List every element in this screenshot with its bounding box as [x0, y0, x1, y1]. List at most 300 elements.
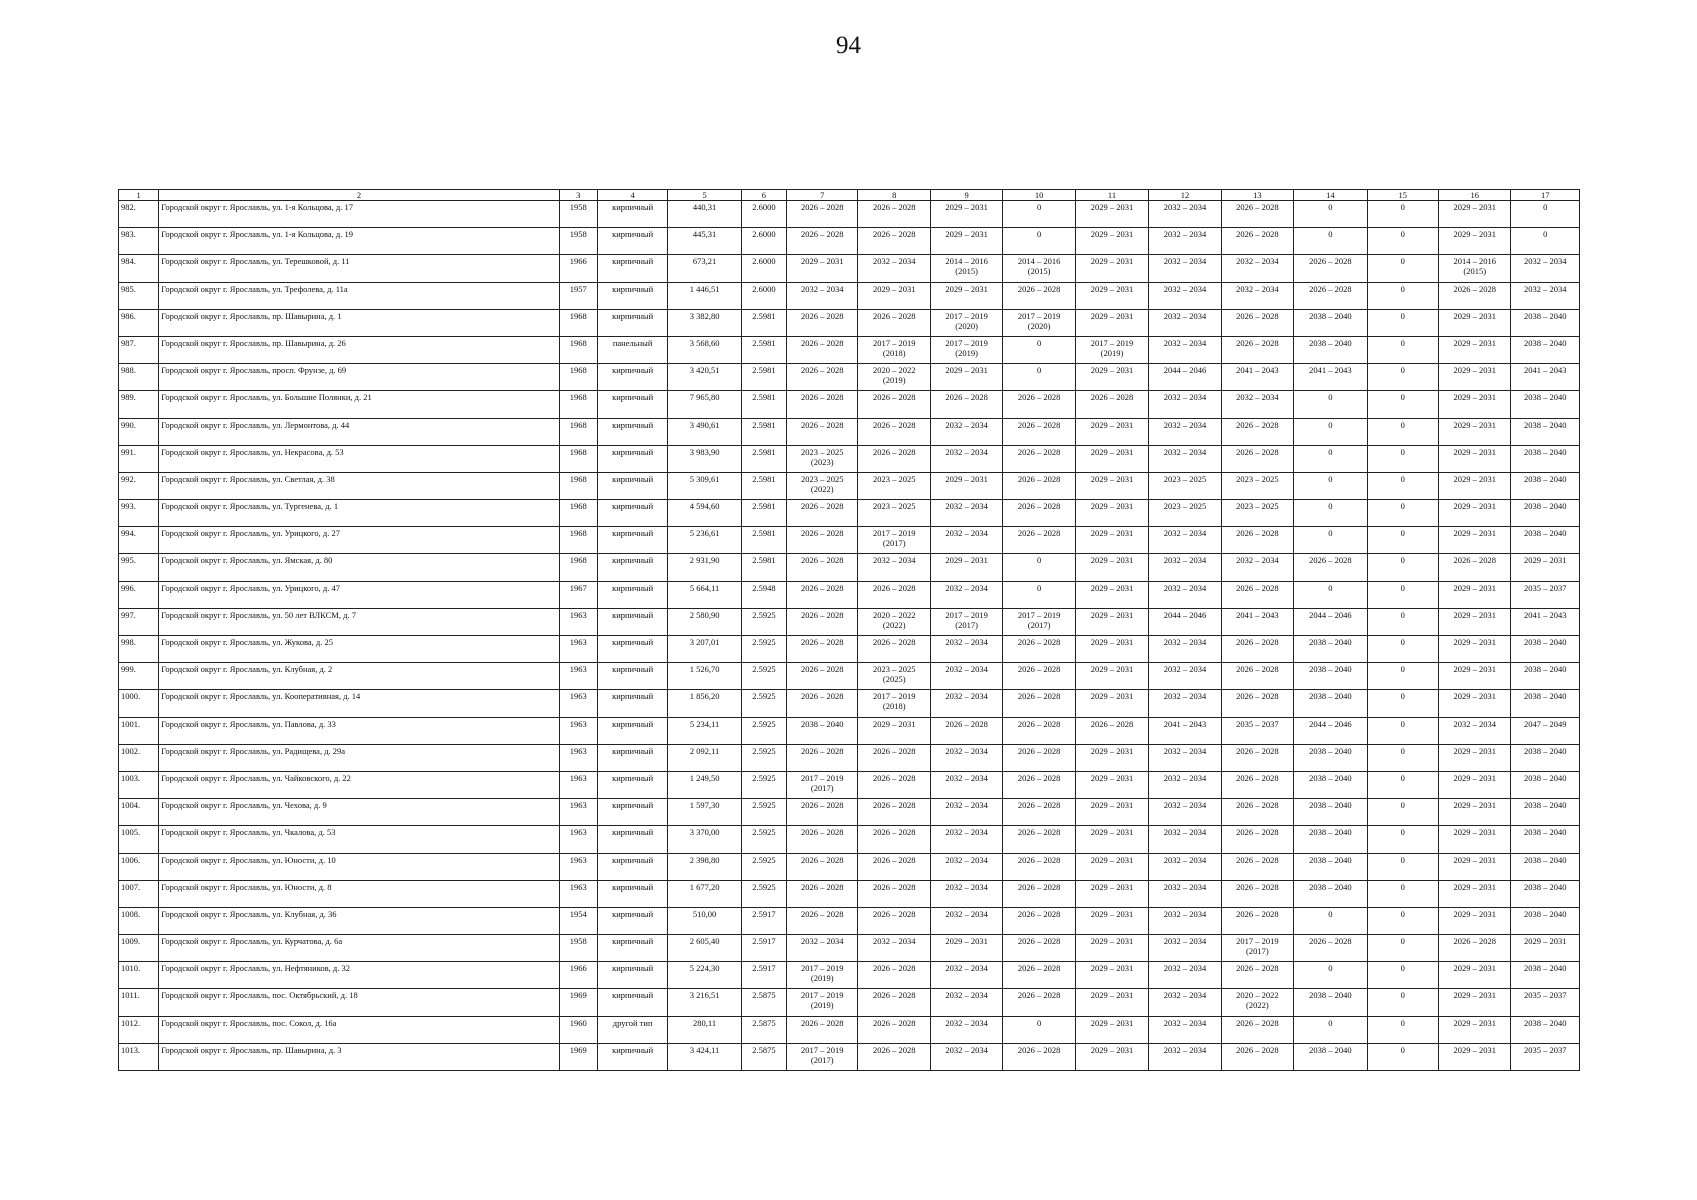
table-cell-col-7: 2026 – 2028	[787, 663, 858, 690]
table-cell-col-8: 2032 – 2034	[858, 554, 930, 581]
table-cell-col-14: 2038 – 2040	[1294, 880, 1367, 907]
table-cell-col-9: 2032 – 2034	[930, 744, 1002, 771]
table-cell-col-14: 0	[1294, 907, 1367, 934]
table-cell-col-3: 1963	[559, 826, 597, 853]
table-cell-col-17: 2038 – 2040	[1511, 799, 1580, 826]
table-cell-col-5: 3 382,80	[668, 309, 741, 336]
table-cell-col-16: 2029 – 2031	[1438, 228, 1510, 255]
table-cell-col-15: 0	[1367, 935, 1438, 962]
table-cell-col-3: 1968	[559, 554, 597, 581]
table-cell-col-2: Городской округ г. Ярославль, пр. Шавырина, д. 3	[159, 1043, 559, 1070]
table-cell-col-1: 989.	[119, 391, 159, 418]
table-cell-col-13: 2032 – 2034	[1221, 282, 1293, 309]
table-cell-col-17: 2047 – 2049	[1511, 717, 1580, 744]
table-cell-col-6: 2.5981	[741, 364, 786, 391]
table-cell-col-3: 1963	[559, 771, 597, 798]
table-cell-col-16: 2029 – 2031	[1438, 826, 1510, 853]
table-body	[119, 201, 1580, 1071]
table-cell-col-17: 2038 – 2040	[1511, 690, 1580, 717]
table-cell-col-14: 2038 – 2040	[1294, 636, 1367, 663]
table-cell-col-4: кирпичный	[597, 771, 667, 798]
table-cell-col-8: 2020 – 2022 (2019)	[858, 364, 930, 391]
table-cell-col-9: 2032 – 2034	[930, 853, 1002, 880]
table-cell-col-3: 1963	[559, 853, 597, 880]
table-cell-col-11: 2029 – 2031	[1075, 527, 1148, 554]
table-cell-col-14: 2038 – 2040	[1294, 663, 1367, 690]
table-cell-col-2: Городской округ г. Ярославль, ул. Ямская, д. 80	[159, 554, 559, 581]
table-cell-col-4: кирпичный	[597, 717, 667, 744]
table-cell-col-8: 2023 – 2025 (2025)	[858, 663, 930, 690]
table-cell-col-12: 2032 – 2034	[1149, 907, 1221, 934]
table-cell-col-9: 2014 – 2016 (2015)	[930, 255, 1002, 282]
table-cell-col-17: 2032 – 2034	[1511, 255, 1580, 282]
table-cell-col-13: 2032 – 2034	[1221, 255, 1293, 282]
table-cell-col-11: 2029 – 2031	[1075, 690, 1148, 717]
table-row	[119, 663, 1580, 690]
table-cell-col-7: 2017 – 2019 (2019)	[787, 989, 858, 1016]
table-cell-col-14: 2041 – 2043	[1294, 364, 1367, 391]
table-cell-col-15: 0	[1367, 309, 1438, 336]
table-cell-col-12: 2032 – 2034	[1149, 663, 1221, 690]
table-cell-col-6: 2.5981	[741, 336, 786, 363]
table-cell-col-6: 2.6000	[741, 282, 786, 309]
table-cell-col-2: Городской округ г. Ярославль, ул. Клубная, д. 2	[159, 663, 559, 690]
table-cell-col-12: 2032 – 2034	[1149, 391, 1221, 418]
table-cell-col-8: 2026 – 2028	[858, 799, 930, 826]
table-cell-col-4: кирпичный	[597, 228, 667, 255]
table-cell-col-15: 0	[1367, 581, 1438, 608]
table-cell-col-14: 0	[1294, 391, 1367, 418]
table-cell-col-2: Городской округ г. Ярославль, ул. Трефолева, д. 11а	[159, 282, 559, 309]
table-cell-col-16: 2029 – 2031	[1438, 336, 1510, 363]
table-cell-col-12: 2032 – 2034	[1149, 309, 1221, 336]
table-cell-col-1: 1012.	[119, 1016, 159, 1043]
table-cell-col-11: 2029 – 2031	[1075, 853, 1148, 880]
table-cell-col-17: 2041 – 2043	[1511, 608, 1580, 635]
table-cell-col-5: 445,31	[668, 228, 741, 255]
table-row	[119, 445, 1580, 472]
table-cell-col-6: 2.5875	[741, 1016, 786, 1043]
table-cell-col-9: 2032 – 2034	[930, 826, 1002, 853]
table-cell-col-17: 2032 – 2034	[1511, 282, 1580, 309]
table-row	[119, 201, 1580, 228]
table-cell-col-12: 2032 – 2034	[1149, 799, 1221, 826]
table-cell-col-2: Городской округ г. Ярославль, ул. 1-я Кольцова, д. 17	[159, 201, 559, 228]
table-cell-col-12: 2032 – 2034	[1149, 282, 1221, 309]
table-cell-col-10: 0	[1003, 228, 1075, 255]
table-cell-col-3: 1954	[559, 907, 597, 934]
table-cell-col-11: 2029 – 2031	[1075, 472, 1148, 499]
table-row	[119, 880, 1580, 907]
column-header-12: 12	[1149, 190, 1221, 201]
table-cell-col-14: 0	[1294, 500, 1367, 527]
table-cell-col-11: 2029 – 2031	[1075, 799, 1148, 826]
table-cell-col-15: 0	[1367, 472, 1438, 499]
table-cell-col-3: 1968	[559, 309, 597, 336]
table-cell-col-13: 2026 – 2028	[1221, 418, 1293, 445]
table-cell-col-15: 0	[1367, 717, 1438, 744]
table-cell-col-16: 2029 – 2031	[1438, 500, 1510, 527]
table-cell-col-10: 2026 – 2028	[1003, 690, 1075, 717]
table-cell-col-9: 2017 – 2019 (2020)	[930, 309, 1002, 336]
table-cell-col-8: 2017 – 2019 (2018)	[858, 336, 930, 363]
table-cell-col-4: другой тип	[597, 1016, 667, 1043]
table-cell-col-16: 2026 – 2028	[1438, 282, 1510, 309]
table-cell-col-13: 2026 – 2028	[1221, 445, 1293, 472]
table-cell-col-12: 2032 – 2034	[1149, 853, 1221, 880]
table-cell-col-11: 2017 – 2019 (2019)	[1075, 336, 1148, 363]
table-cell-col-1: 992.	[119, 472, 159, 499]
table-cell-col-10: 0	[1003, 554, 1075, 581]
table-cell-col-3: 1963	[559, 744, 597, 771]
table-cell-col-2: Городской округ г. Ярославль, пос. Октябрьский, д. 18	[159, 989, 559, 1016]
table-cell-col-1: 1002.	[119, 744, 159, 771]
table-cell-col-12: 2032 – 2034	[1149, 228, 1221, 255]
table-cell-col-16: 2029 – 2031	[1438, 472, 1510, 499]
column-header-9: 9	[930, 190, 1002, 201]
table-cell-col-1: 988.	[119, 364, 159, 391]
table-cell-col-5: 3 983,90	[668, 445, 741, 472]
table-cell-col-4: кирпичный	[597, 799, 667, 826]
table-cell-col-14: 2038 – 2040	[1294, 744, 1367, 771]
table-cell-col-14: 2044 – 2046	[1294, 717, 1367, 744]
housing-registry-table	[118, 189, 1580, 1071]
table-cell-col-5: 673,21	[668, 255, 741, 282]
column-header-4: 4	[597, 190, 667, 201]
table-cell-col-1: 982.	[119, 201, 159, 228]
table-cell-col-14: 2038 – 2040	[1294, 989, 1367, 1016]
table-row	[119, 527, 1580, 554]
table-cell-col-17: 2035 – 2037	[1511, 1043, 1580, 1070]
table-cell-col-15: 0	[1367, 364, 1438, 391]
table-cell-col-12: 2032 – 2034	[1149, 989, 1221, 1016]
table-cell-col-14: 0	[1294, 445, 1367, 472]
table-cell-col-16: 2029 – 2031	[1438, 799, 1510, 826]
table-cell-col-3: 1963	[559, 636, 597, 663]
table-cell-col-16: 2029 – 2031	[1438, 663, 1510, 690]
table-cell-col-12: 2044 – 2046	[1149, 608, 1221, 635]
table-cell-col-11: 2029 – 2031	[1075, 989, 1148, 1016]
table-cell-col-6: 2.5981	[741, 391, 786, 418]
table-cell-col-16: 2029 – 2031	[1438, 391, 1510, 418]
table-cell-col-4: кирпичный	[597, 744, 667, 771]
table-cell-col-2: Городской округ г. Ярославль, ул. Большие Полянки, д. 21	[159, 391, 559, 418]
table-cell-col-14: 2038 – 2040	[1294, 336, 1367, 363]
table-row	[119, 255, 1580, 282]
table-cell-col-8: 2023 – 2025	[858, 472, 930, 499]
table-header	[119, 190, 1580, 201]
table-cell-col-15: 0	[1367, 336, 1438, 363]
table-cell-col-10: 0	[1003, 581, 1075, 608]
table-cell-col-17: 2038 – 2040	[1511, 527, 1580, 554]
table-cell-col-9: 2032 – 2034	[930, 1043, 1002, 1070]
table-cell-col-6: 2.5981	[741, 554, 786, 581]
table-row	[119, 1016, 1580, 1043]
table-cell-col-1: 997.	[119, 608, 159, 635]
table-cell-col-12: 2032 – 2034	[1149, 962, 1221, 989]
table-cell-col-15: 0	[1367, 962, 1438, 989]
table-cell-col-6: 2.5981	[741, 472, 786, 499]
column-header-7: 7	[787, 190, 858, 201]
table-cell-col-13: 2026 – 2028	[1221, 201, 1293, 228]
table-cell-col-1: 987.	[119, 336, 159, 363]
table-cell-col-6: 2.5981	[741, 309, 786, 336]
table-cell-col-9: 2029 – 2031	[930, 554, 1002, 581]
table-cell-col-6: 2.5925	[741, 717, 786, 744]
table-cell-col-6: 2.5925	[741, 636, 786, 663]
table-cell-col-9: 2029 – 2031	[930, 201, 1002, 228]
table-cell-col-5: 3 207,01	[668, 636, 741, 663]
table-cell-col-15: 0	[1367, 527, 1438, 554]
table-cell-col-3: 1963	[559, 663, 597, 690]
table-cell-col-16: 2029 – 2031	[1438, 880, 1510, 907]
table-cell-col-12: 2032 – 2034	[1149, 771, 1221, 798]
table-cell-col-11: 2029 – 2031	[1075, 364, 1148, 391]
table-row	[119, 853, 1580, 880]
table-cell-col-16: 2029 – 2031	[1438, 690, 1510, 717]
table-cell-col-16: 2029 – 2031	[1438, 962, 1510, 989]
table-cell-col-1: 1004.	[119, 799, 159, 826]
table-cell-col-5: 1 249,50	[668, 771, 741, 798]
table-cell-col-11: 2029 – 2031	[1075, 228, 1148, 255]
table-cell-col-7: 2026 – 2028	[787, 391, 858, 418]
table-cell-col-12: 2032 – 2034	[1149, 690, 1221, 717]
table-cell-col-13: 2032 – 2034	[1221, 554, 1293, 581]
table-cell-col-16: 2014 – 2016 (2015)	[1438, 255, 1510, 282]
table-cell-col-10: 0	[1003, 364, 1075, 391]
table-cell-col-10: 2026 – 2028	[1003, 907, 1075, 934]
table-cell-col-3: 1963	[559, 880, 597, 907]
table-cell-col-8: 2026 – 2028	[858, 962, 930, 989]
table-row	[119, 608, 1580, 635]
table-cell-col-12: 2032 – 2034	[1149, 1016, 1221, 1043]
table-cell-col-15: 0	[1367, 799, 1438, 826]
table-cell-col-17: 2038 – 2040	[1511, 391, 1580, 418]
table-cell-col-4: кирпичный	[597, 853, 667, 880]
table-cell-col-1: 1010.	[119, 962, 159, 989]
table-cell-col-7: 2026 – 2028	[787, 500, 858, 527]
table-cell-col-15: 0	[1367, 880, 1438, 907]
table-cell-col-4: кирпичный	[597, 989, 667, 1016]
table-cell-col-16: 2029 – 2031	[1438, 1043, 1510, 1070]
table-cell-col-4: кирпичный	[597, 391, 667, 418]
table-cell-col-4: кирпичный	[597, 935, 667, 962]
table-cell-col-6: 2.5925	[741, 880, 786, 907]
table-cell-col-8: 2026 – 2028	[858, 880, 930, 907]
table-cell-col-3: 1968	[559, 364, 597, 391]
table-cell-col-1: 993.	[119, 500, 159, 527]
table-cell-col-5: 440,31	[668, 201, 741, 228]
table-cell-col-1: 984.	[119, 255, 159, 282]
table-cell-col-10: 2014 – 2016 (2015)	[1003, 255, 1075, 282]
table-cell-col-16: 2029 – 2031	[1438, 364, 1510, 391]
table-cell-col-13: 2026 – 2028	[1221, 336, 1293, 363]
table-cell-col-3: 1968	[559, 527, 597, 554]
table-cell-col-10: 2026 – 2028	[1003, 663, 1075, 690]
table-cell-col-11: 2029 – 2031	[1075, 907, 1148, 934]
table-cell-col-16: 2029 – 2031	[1438, 907, 1510, 934]
table-cell-col-17: 2038 – 2040	[1511, 336, 1580, 363]
table-cell-col-1: 1000.	[119, 690, 159, 717]
table-cell-col-8: 2026 – 2028	[858, 1016, 930, 1043]
table-cell-col-3: 1960	[559, 1016, 597, 1043]
table-cell-col-3: 1968	[559, 445, 597, 472]
table-cell-col-17: 2038 – 2040	[1511, 309, 1580, 336]
table-cell-col-17: 2038 – 2040	[1511, 907, 1580, 934]
table-cell-col-14: 2038 – 2040	[1294, 826, 1367, 853]
table-cell-col-7: 2026 – 2028	[787, 636, 858, 663]
table-cell-col-4: кирпичный	[597, 554, 667, 581]
table-row	[119, 907, 1580, 934]
table-cell-col-1: 994.	[119, 527, 159, 554]
table-row	[119, 636, 1580, 663]
table-cell-col-3: 1957	[559, 282, 597, 309]
table-cell-col-14: 2026 – 2028	[1294, 935, 1367, 962]
table-cell-col-3: 1958	[559, 935, 597, 962]
table-cell-col-5: 5 234,11	[668, 717, 741, 744]
table-row	[119, 771, 1580, 798]
table-cell-col-6: 2.5925	[741, 771, 786, 798]
table-cell-col-7: 2026 – 2028	[787, 418, 858, 445]
table-cell-col-7: 2026 – 2028	[787, 527, 858, 554]
table-cell-col-12: 2041 – 2043	[1149, 717, 1221, 744]
table-cell-col-1: 1003.	[119, 771, 159, 798]
table-cell-col-2: Городской округ г. Ярославль, пр. Шавырина, д. 1	[159, 309, 559, 336]
table-cell-col-1: 990.	[119, 418, 159, 445]
table-cell-col-11: 2029 – 2031	[1075, 255, 1148, 282]
table-cell-col-3: 1963	[559, 799, 597, 826]
table-cell-col-7: 2038 – 2040	[787, 717, 858, 744]
table-cell-col-2: Городской округ г. Ярославль, просп. Фрунзе, д. 69	[159, 364, 559, 391]
table-cell-col-6: 2.5981	[741, 500, 786, 527]
table-cell-col-1: 1007.	[119, 880, 159, 907]
table-cell-col-11: 2029 – 2031	[1075, 1043, 1148, 1070]
table-cell-col-14: 0	[1294, 418, 1367, 445]
table-cell-col-16: 2032 – 2034	[1438, 717, 1510, 744]
table-cell-col-16: 2029 – 2031	[1438, 771, 1510, 798]
table-cell-col-13: 2032 – 2034	[1221, 391, 1293, 418]
table-cell-col-8: 2026 – 2028	[858, 228, 930, 255]
table-cell-col-4: кирпичный	[597, 445, 667, 472]
table-cell-col-13: 2026 – 2028	[1221, 663, 1293, 690]
table-cell-col-10: 2026 – 2028	[1003, 717, 1075, 744]
table-cell-col-9: 2032 – 2034	[930, 581, 1002, 608]
table-cell-col-1: 1006.	[119, 853, 159, 880]
table-cell-col-11: 2029 – 2031	[1075, 201, 1148, 228]
column-header-8: 8	[858, 190, 930, 201]
table-cell-col-11: 2029 – 2031	[1075, 771, 1148, 798]
column-header-10: 10	[1003, 190, 1075, 201]
table-cell-col-5: 2 398,80	[668, 853, 741, 880]
table-cell-col-9: 2032 – 2034	[930, 663, 1002, 690]
table-cell-col-9: 2029 – 2031	[930, 472, 1002, 499]
column-header-15: 15	[1367, 190, 1438, 201]
table-cell-col-2: Городской округ г. Ярославль, ул. Кооперативная, д. 14	[159, 690, 559, 717]
table-cell-col-2: Городской округ г. Ярославль, пр. Шавырина, д. 26	[159, 336, 559, 363]
table-cell-col-11: 2029 – 2031	[1075, 500, 1148, 527]
table-cell-col-12: 2032 – 2034	[1149, 935, 1221, 962]
table-row	[119, 690, 1580, 717]
table-cell-col-17: 2035 – 2037	[1511, 989, 1580, 1016]
table-cell-col-1: 985.	[119, 282, 159, 309]
table-cell-col-11: 2029 – 2031	[1075, 418, 1148, 445]
table-cell-col-13: 2026 – 2028	[1221, 907, 1293, 934]
table-cell-col-11: 2029 – 2031	[1075, 744, 1148, 771]
table-cell-col-13: 2041 – 2043	[1221, 608, 1293, 635]
table-cell-col-2: Городской округ г. Ярославль, ул. Урицкого, д. 47	[159, 581, 559, 608]
table-cell-col-8: 2029 – 2031	[858, 282, 930, 309]
table-cell-col-10: 2026 – 2028	[1003, 418, 1075, 445]
table-cell-col-13: 2026 – 2028	[1221, 880, 1293, 907]
table-cell-col-4: кирпичный	[597, 418, 667, 445]
table-cell-col-9: 2032 – 2034	[930, 771, 1002, 798]
table-cell-col-1: 998.	[119, 636, 159, 663]
table-cell-col-11: 2029 – 2031	[1075, 282, 1148, 309]
table-cell-col-4: кирпичный	[597, 201, 667, 228]
table-cell-col-12: 2023 – 2025	[1149, 500, 1221, 527]
table-cell-col-16: 2029 – 2031	[1438, 636, 1510, 663]
table-cell-col-10: 2026 – 2028	[1003, 445, 1075, 472]
table-cell-col-14: 2038 – 2040	[1294, 853, 1367, 880]
table-cell-col-5: 5 309,61	[668, 472, 741, 499]
table-cell-col-5: 3 420,51	[668, 364, 741, 391]
table-cell-col-8: 2032 – 2034	[858, 255, 930, 282]
table-cell-col-13: 2026 – 2028	[1221, 826, 1293, 853]
table-cell-col-8: 2026 – 2028	[858, 853, 930, 880]
column-header-6: 6	[741, 190, 786, 201]
table-cell-col-2: Городской округ г. Ярославль, ул. Лермонтова, д. 44	[159, 418, 559, 445]
table-cell-col-12: 2032 – 2034	[1149, 880, 1221, 907]
table-row	[119, 1043, 1580, 1070]
table-cell-col-5: 3 216,51	[668, 989, 741, 1016]
table-cell-col-10: 2026 – 2028	[1003, 1043, 1075, 1070]
table-cell-col-10: 2026 – 2028	[1003, 527, 1075, 554]
table-cell-col-12: 2032 – 2034	[1149, 744, 1221, 771]
table-cell-col-9: 2032 – 2034	[930, 1016, 1002, 1043]
table-cell-col-7: 2026 – 2028	[787, 336, 858, 363]
table-cell-col-14: 2038 – 2040	[1294, 1043, 1367, 1070]
table-row	[119, 826, 1580, 853]
table-cell-col-14: 2038 – 2040	[1294, 799, 1367, 826]
table-cell-col-6: 2.5875	[741, 989, 786, 1016]
table-cell-col-15: 0	[1367, 771, 1438, 798]
table-cell-col-1: 999.	[119, 663, 159, 690]
table-cell-col-14: 0	[1294, 201, 1367, 228]
table-cell-col-12: 2032 – 2034	[1149, 255, 1221, 282]
column-header-2: 2	[159, 190, 559, 201]
table-cell-col-4: кирпичный	[597, 255, 667, 282]
table-cell-col-17: 2038 – 2040	[1511, 445, 1580, 472]
table-cell-col-11: 2029 – 2031	[1075, 935, 1148, 962]
table-cell-col-8: 2026 – 2028	[858, 201, 930, 228]
table-cell-col-9: 2017 – 2019 (2017)	[930, 608, 1002, 635]
table-cell-col-6: 2.5925	[741, 744, 786, 771]
table-cell-col-12: 2032 – 2034	[1149, 527, 1221, 554]
table-cell-col-6: 2.5925	[741, 853, 786, 880]
table-cell-col-5: 3 490,61	[668, 418, 741, 445]
table-cell-col-17: 2038 – 2040	[1511, 1016, 1580, 1043]
table-cell-col-6: 2.5875	[741, 1043, 786, 1070]
table-cell-col-8: 2026 – 2028	[858, 907, 930, 934]
table-cell-col-5: 510,00	[668, 907, 741, 934]
table-cell-col-4: кирпичный	[597, 608, 667, 635]
table-cell-col-16: 2029 – 2031	[1438, 201, 1510, 228]
table-cell-col-11: 2029 – 2031	[1075, 309, 1148, 336]
table-cell-col-12: 2032 – 2034	[1149, 336, 1221, 363]
table-cell-col-15: 0	[1367, 500, 1438, 527]
table-cell-col-2: Городской округ г. Ярославль, ул. Юности, д. 10	[159, 853, 559, 880]
column-header-1: 1	[119, 190, 159, 201]
